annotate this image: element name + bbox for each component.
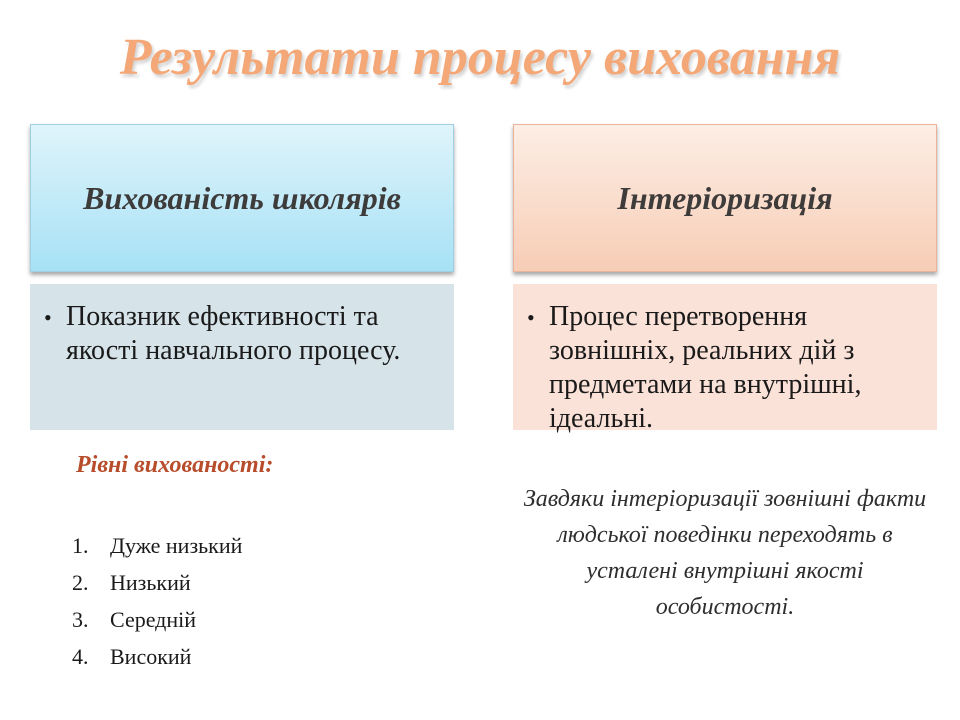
header-interiorization	[513, 124, 937, 272]
list-item	[72, 644, 242, 681]
levels-title: Рівні вихованості:	[76, 452, 274, 478]
header-upbringing-label: Вихованість школярів	[83, 179, 401, 216]
list-item	[72, 533, 242, 570]
list-item	[72, 570, 242, 607]
list-item	[72, 607, 242, 644]
slide-title: Результати процесу виховання	[119, 29, 841, 86]
levels-list	[72, 533, 242, 681]
list-item-label: Високий	[110, 644, 192, 669]
header-upbringing	[30, 124, 454, 272]
content-upbringing-text: Показник ефективності та якості навчального процесу.	[66, 301, 401, 366]
list-item-number: 4.	[72, 644, 89, 669]
list-item-number: 1.	[72, 533, 89, 558]
list-item-label: Низький	[110, 570, 191, 595]
content-interiorization	[513, 284, 937, 434]
interiorization-note: Завдяки інтеріоризації зовнішні факти людської поведінки переходять в усталені внутрішні якості особистості.	[523, 486, 927, 620]
list-item-label: Дуже низький	[110, 533, 243, 558]
bullet-icon: •	[44, 305, 52, 330]
list-item-number: 2.	[72, 570, 89, 595]
list-item-label: Середній	[110, 607, 197, 632]
content-interiorization-text: Процес перетворення зовнішніх, реальних дій з предметами на внутрішні, ідеальні.	[549, 301, 862, 434]
content-upbringing	[30, 284, 454, 430]
bullet-icon: •	[527, 305, 535, 330]
list-item-number: 3.	[72, 607, 89, 632]
header-interiorization-label: Інтеріоризація	[617, 179, 833, 216]
